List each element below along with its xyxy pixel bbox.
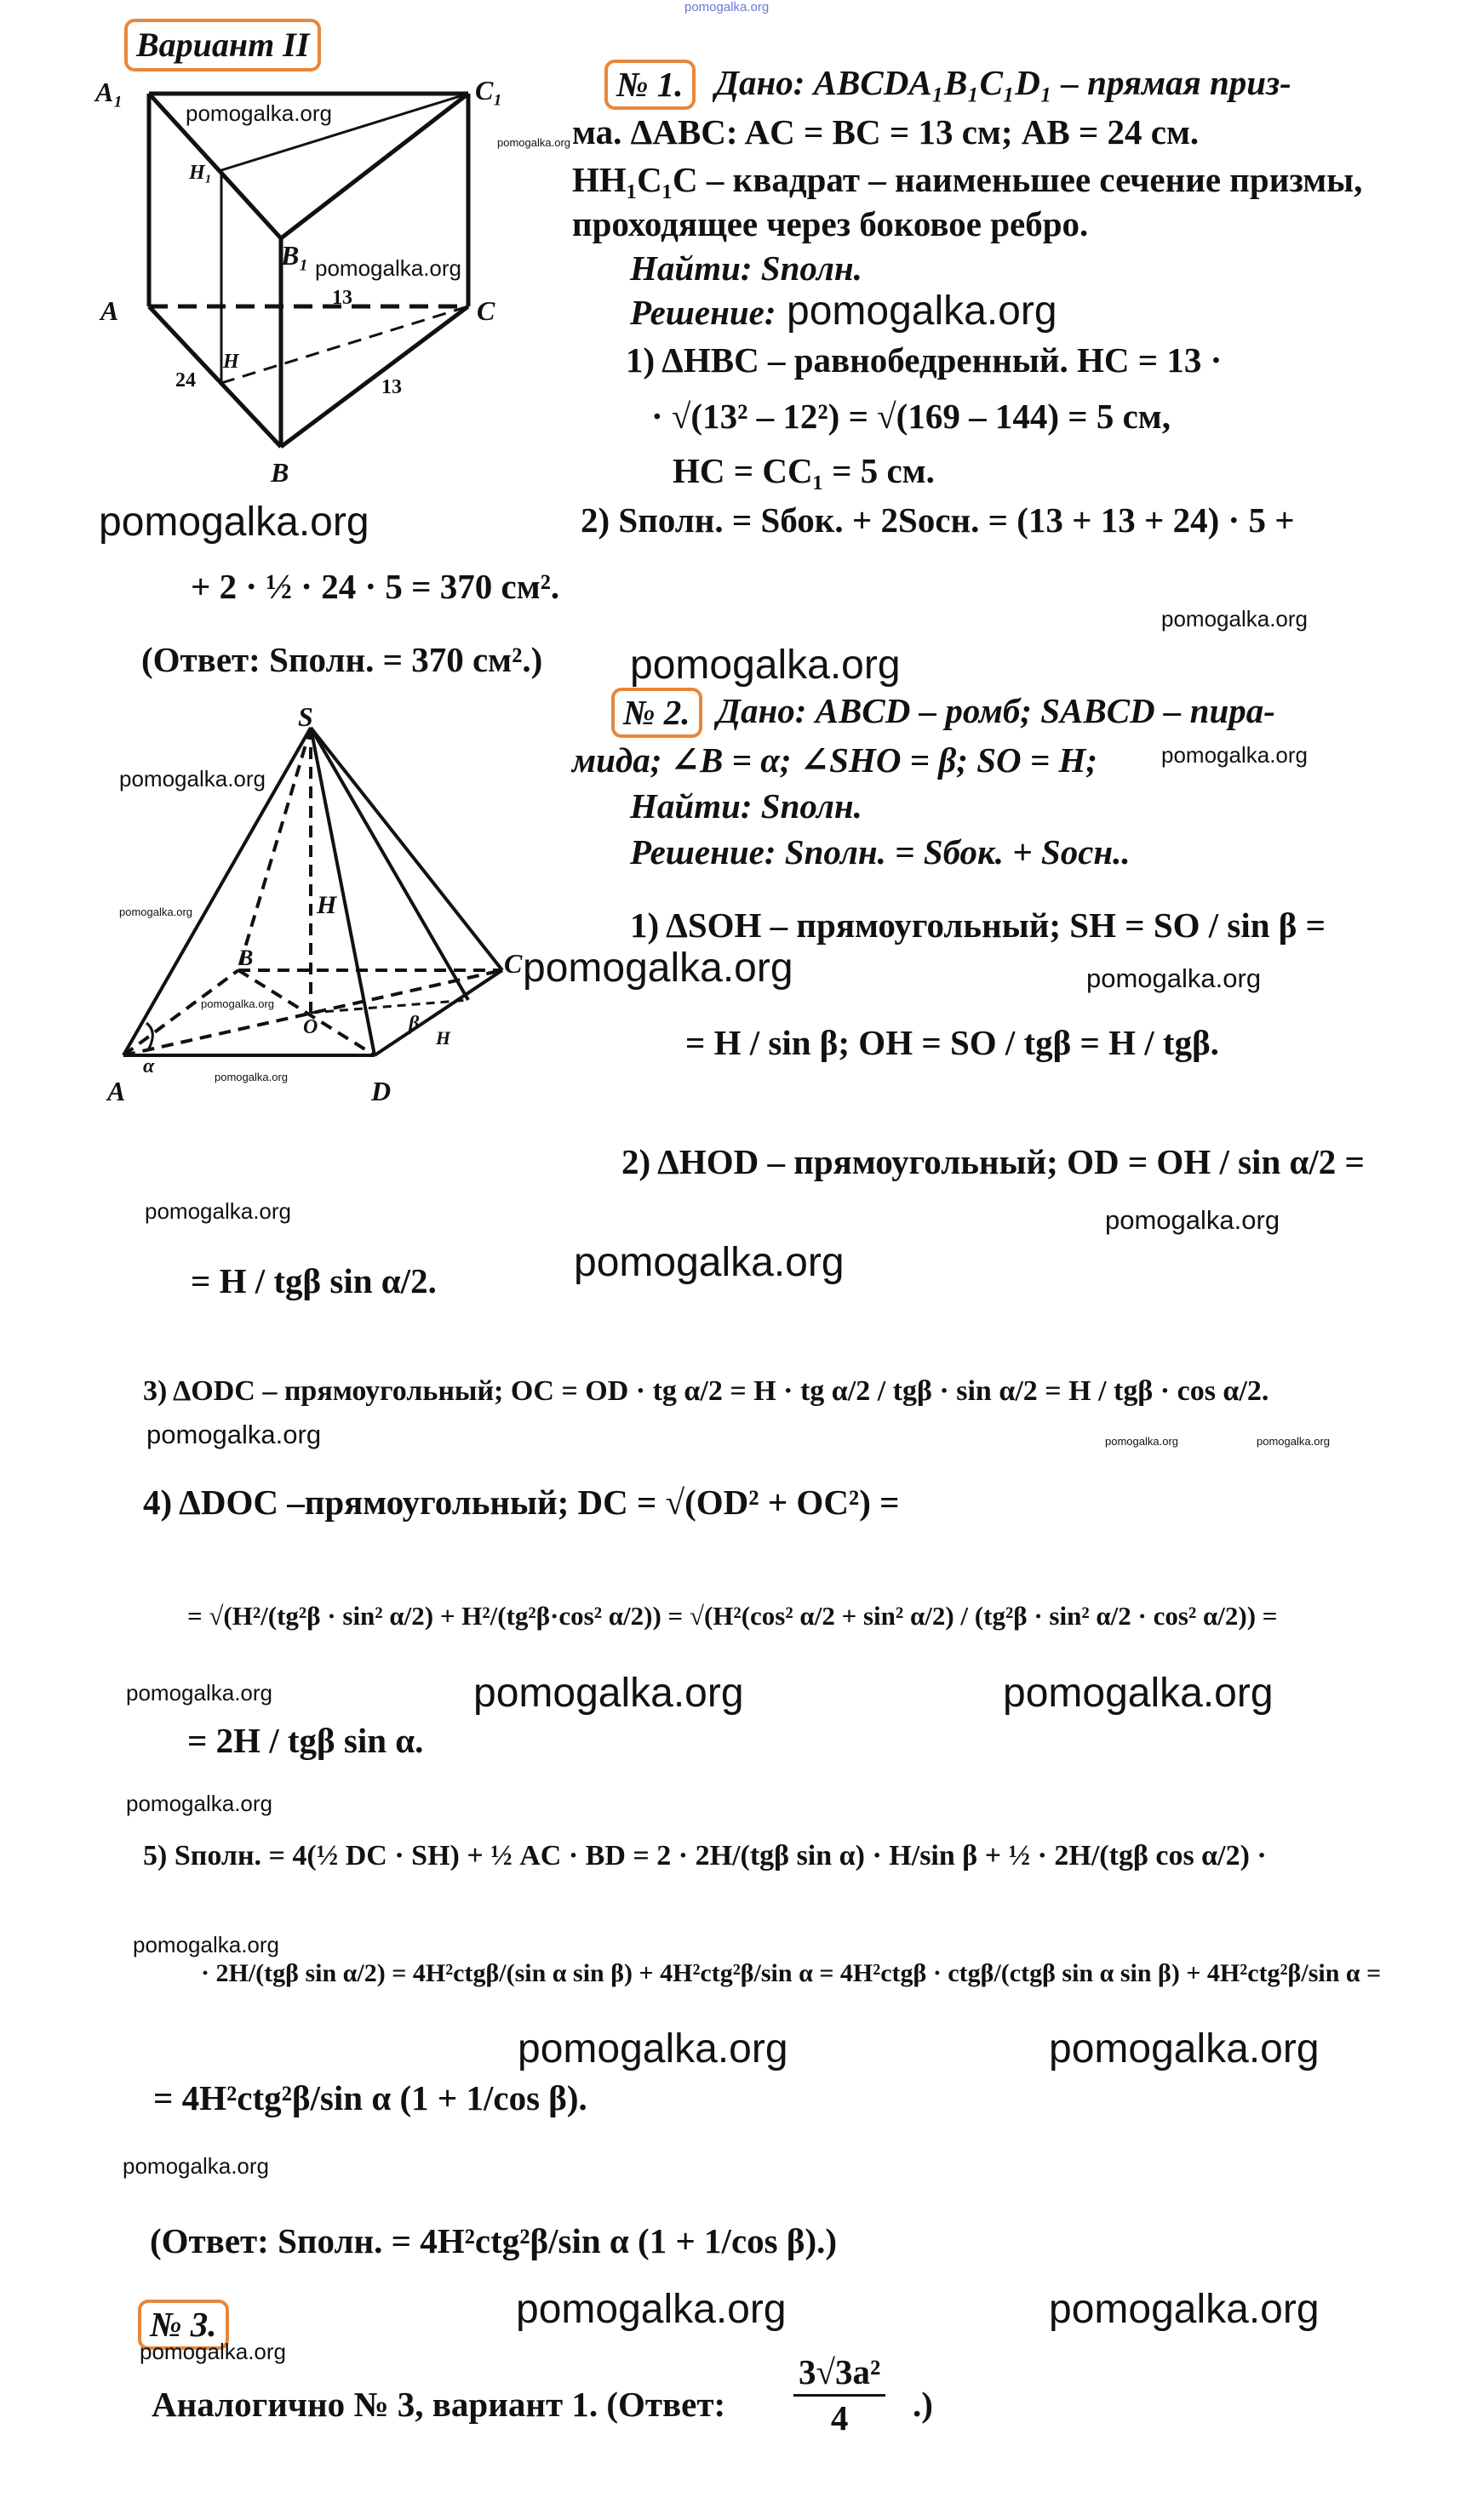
watermark: pomogalka.org [186, 100, 332, 126]
watermark: pomogalka.org [201, 997, 274, 1010]
watermark: pomogalka.org [1161, 606, 1308, 631]
p2-step4a: 4) ΔDOC –прямоугольный; DC = √(OD² + OC²) = [143, 1483, 900, 1522]
watermark: pomogalka.org [126, 1791, 272, 1816]
p1-step1a: 1) ΔHBC – равнобедренный. HC = 13 · [626, 340, 1223, 380]
p2-number: № 2. [611, 688, 702, 738]
watermark: pomogalka.org [1003, 1671, 1274, 1716]
p1-line4: проходящее через боковое ребро. [572, 204, 1089, 243]
p3-answer-fraction [793, 2351, 885, 2441]
p2-step1a: 1) ΔSOH – прямоугольный; SH = SO / sin β = [630, 906, 1326, 945]
label-B1: B₁ [281, 240, 309, 271]
label-H: H [223, 351, 239, 373]
watermark: pomogalka.org [140, 2339, 286, 2364]
p2-step2a: 2) ΔHOD – прямоугольный; OD = OH / sin α/2 = [621, 1142, 1365, 1181]
watermark: pomogalka.org [145, 1198, 291, 1224]
label-H1: H₁ [189, 162, 213, 184]
p2-step4c: = 2H / tgβ sin α. [187, 1721, 424, 1760]
watermark: pomogalka.org [630, 643, 901, 688]
p3-number: № 3. [138, 2300, 229, 2350]
p1-line2: ма. ΔABC: AC = BC = 13 см; AB = 24 см. [572, 112, 1200, 151]
p1-step1b: · √(13² – 12²) = √(169 – 144) = 5 см, [651, 397, 1171, 436]
watermark: pomogalka.org [518, 2026, 788, 2071]
label-C-pyr: C [504, 948, 523, 979]
watermark: pomogalka.org [119, 906, 192, 918]
p3-answer-den: 4 [830, 2398, 849, 2438]
watermark: pomogalka.org [1086, 963, 1262, 993]
p2-line1: Дано: ABCD – ромб; SABCD – пира- [717, 691, 1275, 730]
p1-answer: (Ответ: Sполн. = 370 см².) [141, 640, 543, 679]
watermark: pomogalka.org [523, 946, 793, 991]
watermark: pomogalka.org [119, 766, 266, 791]
p2-step3: 3) ΔODC – прямоугольный; OC = OD · tg α/2 = H · tg α/2 / tgβ · sin α/2 = H / tgβ · cos α/2. [143, 1375, 1269, 1407]
watermark: pomogalka.org [99, 500, 369, 545]
p1-step2a: 2) Sполн. = Sбок. + 2Sосн. = (13 + 13 + 24) · 5 + [581, 500, 1295, 540]
p2-answer: (Ответ: Sполн. = 4H²ctg²β/sin α (1 + 1/cos β).) [150, 2221, 838, 2260]
watermark: pomogalka.org [1049, 2026, 1320, 2071]
p3-answer-num: 3√3a² [793, 2351, 885, 2397]
watermark: pomogalka.org [123, 2153, 269, 2179]
watermark: pomogalka.org [516, 2287, 787, 2332]
p1-line1: Дано: ABCDA₁B₁C₁D₁ – прямая приз- [715, 63, 1291, 102]
watermark: pomogalka.org [1161, 742, 1308, 768]
watermark: pomogalka.org [497, 136, 570, 149]
label-C: C [477, 295, 495, 326]
label-A-pyr: A [107, 1076, 126, 1106]
p2-find: Найти: Sполн. [630, 786, 862, 826]
p1-line3: HH₁C₁C – квадрат – наименьшее сечение призмы, [572, 160, 1363, 199]
watermark: pomogalka.org [1105, 1435, 1178, 1448]
watermark: pomogalka.org [1257, 1435, 1330, 1448]
p1-step2b: + 2 · ½ · 24 · 5 = 370 см². [191, 567, 560, 606]
watermark-top: pomogalka.org [684, 0, 770, 14]
p2-step2b: = H / tgβ sin α/2. [191, 1261, 437, 1300]
label-D-pyr: D [371, 1076, 392, 1106]
label-13-top: 13 [332, 287, 352, 309]
label-13: 13 [381, 376, 402, 398]
label-B: B [271, 457, 289, 488]
label-Hs-pyr: H [436, 1027, 451, 1049]
watermark: pomogalka.org [215, 1071, 288, 1083]
watermark: pomogalka.org [1105, 1205, 1280, 1235]
p2-step5b: · 2H/(tgβ sin α/2) = 4H²ctgβ/(sin α sin β) + 4H²ctg²β/sin α = 4H²ctgβ · ctgβ/(ctgβ sin α sin β) + 4H²ctg²β/sin α = [201, 1959, 1382, 1987]
p1-number: № 1. [604, 60, 696, 110]
label-A: A [100, 295, 119, 326]
watermark: pomogalka.org [473, 1671, 744, 1716]
p2-solution: Решение: Sполн. = Sбок. + Sосн.. [630, 832, 1131, 871]
watermark: pomogalka.org [574, 1240, 845, 1285]
watermark: pomogalka.org [315, 255, 461, 281]
p2-step4b: = √(H²/(tg²β · sin² α/2) + H²/(tg²β·cos² α/2)) = √(H²(cos² α/2 + sin² α/2) / (tg²β · sin² α/2 · cos² α/2)) = [187, 1601, 1278, 1631]
label-A1: A₁ [95, 77, 123, 107]
label-O-pyr: O [303, 1016, 318, 1038]
watermark: pomogalka.org [126, 1680, 272, 1706]
watermark: pomogalka.org [1049, 2287, 1320, 2332]
label-H-pyr: H [317, 891, 337, 919]
p2-step5c: = 4H²ctg²β/sin α (1 + 1/cos β). [153, 2078, 587, 2117]
label-24: 24 [175, 369, 196, 391]
p1-step1c: HC = CC₁ = 5 см. [673, 451, 935, 490]
p1-find: Найти: Sполн. [630, 249, 862, 288]
p2-line2: мида; ∠B = α; ∠SHO = β; SO = H; [572, 740, 1098, 780]
label-beta: β [409, 1013, 420, 1035]
p2-step5a: 5) Sполн. = 4(½ DC · SH) + ½ AC · BD = 2 · 2H/(tgβ sin α) · H/sin β + ½ · 2H/(tgβ cos α/2) · [143, 1840, 1267, 1871]
label-C1: C₁ [475, 75, 503, 106]
p2-step1b: = H / sin β; OH = SO / tgβ = H / tgβ. [685, 1023, 1219, 1062]
p3-text: Аналогично № 3, вариант 1. (Ответ: [152, 2385, 726, 2424]
label-alpha: α [143, 1055, 155, 1077]
p3-tail: .) [913, 2385, 933, 2424]
label-S: S [298, 701, 313, 732]
watermark: pomogalka.org [133, 1932, 279, 1957]
watermark: pomogalka.org [787, 289, 1057, 334]
variant-title: Вариант II [124, 19, 321, 71]
label-B-pyr: B [238, 946, 254, 970]
watermark: pomogalka.org [146, 1420, 322, 1449]
p1-solution: Решение: [630, 293, 776, 332]
